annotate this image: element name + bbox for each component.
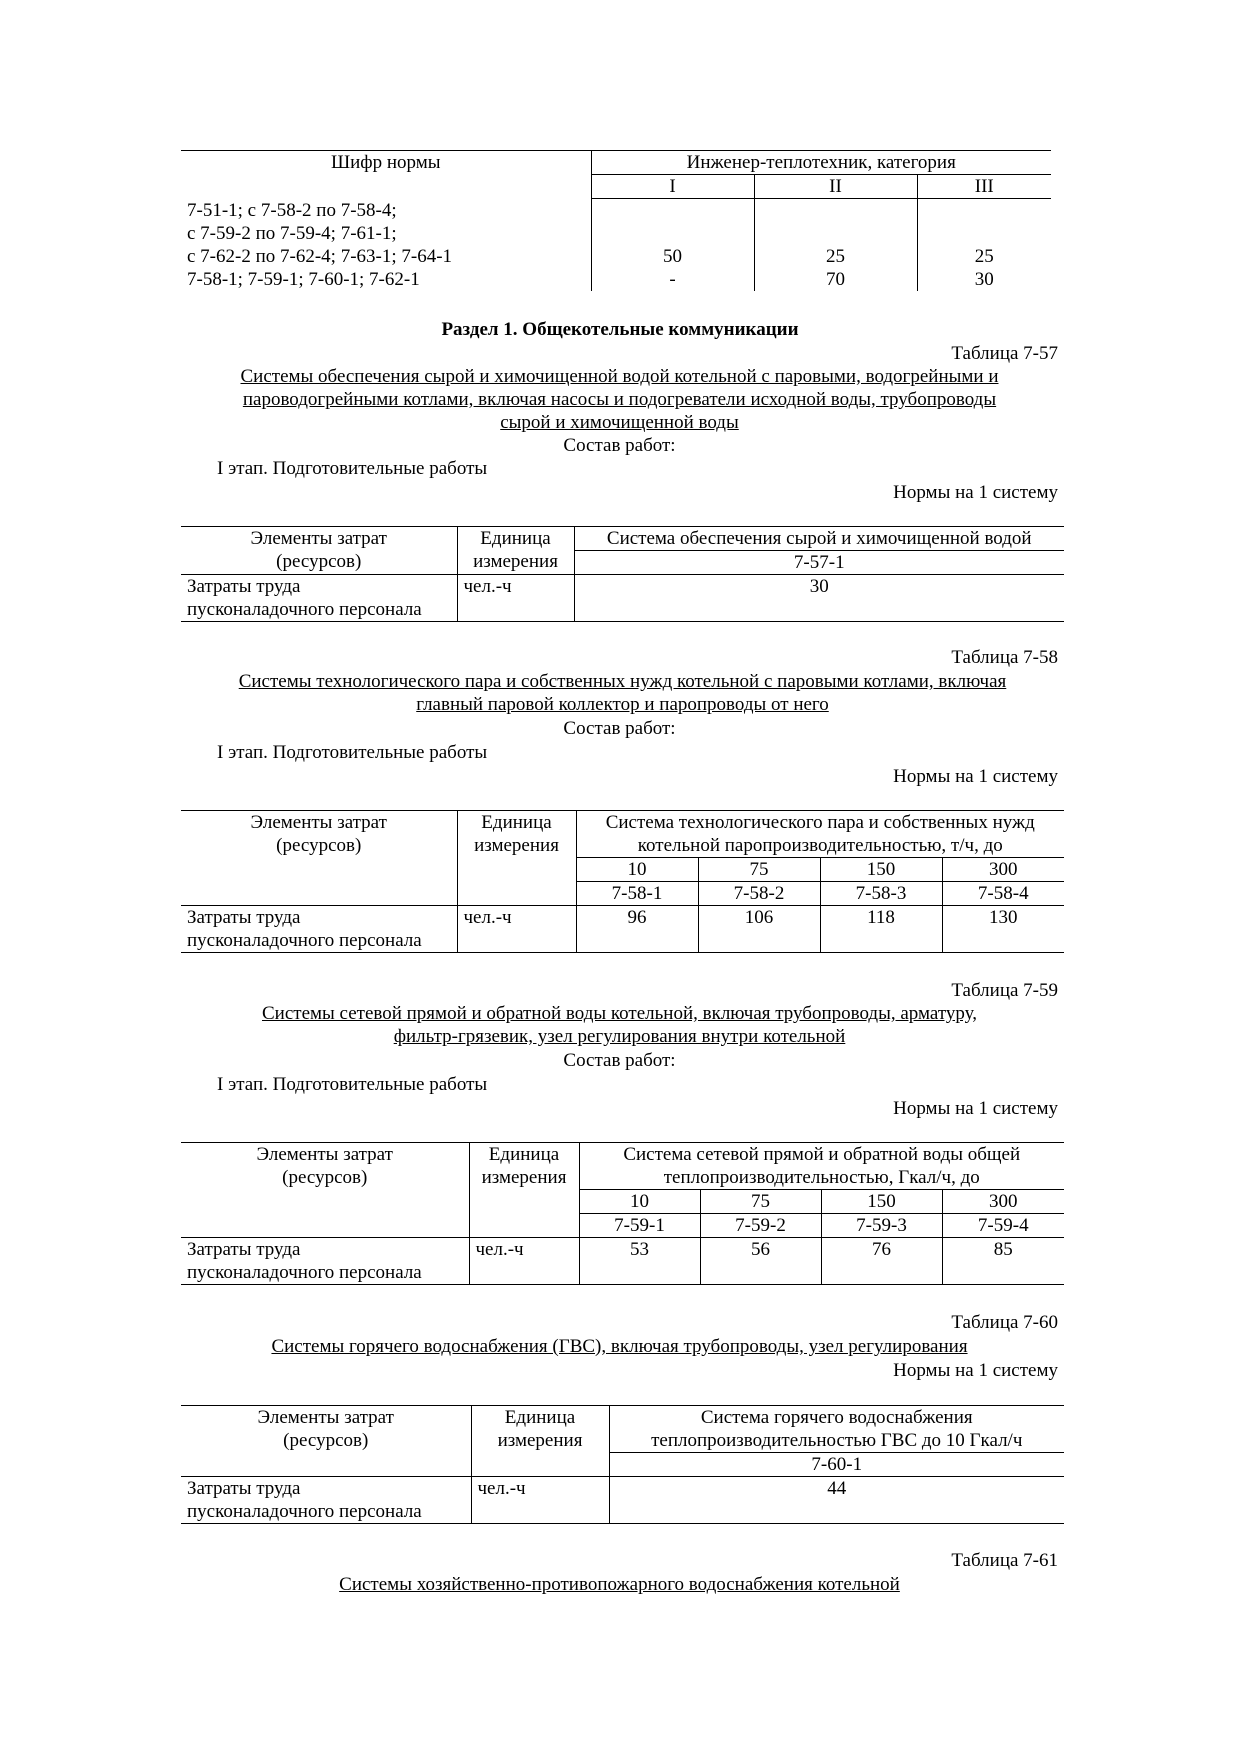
norm-code: 7-59-1: [579, 1214, 700, 1238]
col-unit: Единица измерения: [457, 811, 576, 906]
capacity: 150: [820, 858, 942, 882]
norm-code: 7-58-4: [942, 882, 1064, 906]
row1-val-iii: 25: [974, 245, 994, 267]
row-label: Затраты труда пусконаладочного персонала: [181, 1477, 471, 1524]
table-7-58: [181, 810, 1064, 953]
table-7-57-title-2: пароводогрейными котлами, включая насосы и подогреватели исходной воды, трубопроводы: [242, 389, 997, 410]
col-unit: Единица измерения: [457, 527, 574, 575]
capacity: 300: [942, 858, 1064, 882]
norm-value: 96: [576, 906, 698, 953]
table-7-58-label: Таблица 7-58: [951, 647, 1058, 668]
code-7-60-1: 7-60-1: [609, 1453, 1064, 1477]
col-elements: Элементы затрат (ресурсов): [181, 811, 457, 906]
table-7-58-composition: Состав работ:: [563, 718, 676, 739]
table-7-59-composition: Состав работ:: [563, 1050, 676, 1071]
col-system: Система обеспечения сырой и химочищенной водой: [574, 527, 1064, 551]
row1-val-i: 50: [591, 199, 754, 268]
capacity: 10: [576, 858, 698, 882]
category-header: Инженер-теплотехник, категория: [591, 151, 1051, 175]
top-norms-table: [181, 150, 1051, 291]
col-system: Система технологического пара и собственных нужд котельной паропроизводительностью, т/ч, до: [576, 811, 1064, 858]
value-7-60-1: 44: [609, 1477, 1064, 1524]
table-7-57-title-3: сырой и химочищенной воды: [500, 412, 739, 433]
table-7-59-title-1: Системы сетевой прямой и обратной воды котельной, включая трубопроводы, арматуру,: [262, 1003, 977, 1024]
capacity: 75: [698, 858, 820, 882]
norm-value: 106: [698, 906, 820, 953]
table-7-59-stage: I этап. Подготовительные работы: [217, 1074, 488, 1095]
row-label: Затраты труда пусконаладочного персонала: [181, 575, 457, 622]
table-7-60-label: Таблица 7-60: [951, 1312, 1058, 1333]
row2-val-ii: 70: [754, 268, 917, 291]
category-ii: II: [754, 175, 917, 199]
table-7-58-norms: Нормы на 1 систему: [893, 766, 1058, 787]
value-7-57-1: 30: [574, 575, 1064, 622]
table-7-57-title-1: Системы обеспечения сырой и химочищенной водой котельной с паровыми, водогрейными и: [240, 366, 999, 387]
col-elements: Элементы затрат (ресурсов): [181, 1143, 469, 1238]
unit: чел.-ч: [457, 575, 574, 622]
norm-code: 7-59-2: [700, 1214, 821, 1238]
table-7-58-stage: I этап. Подготовительные работы: [217, 742, 488, 763]
norm-code: 7-58-1: [576, 882, 698, 906]
table-7-59: [181, 1142, 1064, 1285]
unit: чел.-ч: [471, 1477, 609, 1524]
norm-value: 76: [821, 1238, 942, 1285]
col-elements: Элементы затрат (ресурсов): [181, 527, 457, 575]
table-7-60-norms: Нормы на 1 систему: [893, 1360, 1058, 1381]
table-7-60: [181, 1405, 1064, 1524]
col-elements: Элементы затрат (ресурсов): [181, 1406, 471, 1477]
table-7-61-title: Системы хозяйственно-противопожарного водоснабжения котельной: [339, 1574, 900, 1595]
row2-val-iii: 30: [974, 268, 994, 290]
unit: чел.-ч: [469, 1238, 579, 1285]
table-7-57-composition: Состав работ:: [563, 435, 676, 456]
capacity: 300: [942, 1190, 1064, 1214]
row1-val-ii: 25: [754, 199, 917, 268]
table-7-61-label: Таблица 7-61: [951, 1550, 1058, 1571]
table-7-59-label: Таблица 7-59: [951, 980, 1058, 1001]
norm-value: 85: [942, 1238, 1064, 1285]
table-7-58-title-2: главный паровой коллектор и паропроводы от него: [416, 694, 829, 715]
code-7-57-1: 7-57-1: [574, 551, 1064, 575]
col-unit: Единица измерения: [471, 1406, 609, 1477]
category-iii: III: [917, 175, 1051, 199]
unit: чел.-ч: [457, 906, 576, 953]
table-7-60-title: Системы горячего водоснабжения (ГВС), включая трубопроводы, узел регулирования: [271, 1336, 968, 1357]
norm-code: 7-58-2: [698, 882, 820, 906]
row2-val-i: -: [591, 268, 754, 291]
col-system: Система сетевой прямой и обратной воды общей теплопроизводительностью, Гкал/ч, до: [579, 1143, 1064, 1190]
norm-code: 7-59-4: [942, 1214, 1064, 1238]
capacity: 10: [579, 1190, 700, 1214]
table-7-57: [181, 526, 1064, 622]
code-header: Шифр нормы: [181, 151, 591, 199]
table-7-57-label: Таблица 7-57: [951, 343, 1058, 364]
row-label: Затраты труда пусконаладочного персонала: [181, 906, 457, 953]
row1-codes: 7-51-1; с 7-58-2 по 7-58-4; с 7-59-2 по 7-59-4; 7-61-1; с 7-62-2 по 7-62-4; 7-63-1; 7-64-1: [181, 199, 591, 268]
row-label: Затраты труда пусконаладочного персонала: [181, 1238, 469, 1285]
norm-value: 130: [942, 906, 1064, 953]
row2-code: 7-58-1; 7-59-1; 7-60-1; 7-62-1: [181, 268, 591, 291]
col-system: Система горячего водоснабжения теплопроизводительностью ГВС до 10 Гкал/ч: [609, 1406, 1064, 1453]
table-7-57-stage: I этап. Подготовительные работы: [217, 458, 488, 479]
table-7-58-title-1: Системы технологического пара и собственных нужд котельной с паровыми котлами, включая: [238, 671, 1007, 692]
norm-value: 118: [820, 906, 942, 953]
capacity: 75: [700, 1190, 821, 1214]
table-7-59-title-2: фильтр-грязевик, узел регулирования внутри котельной: [393, 1026, 846, 1047]
col-unit: Единица измерения: [469, 1143, 579, 1238]
capacity: 150: [821, 1190, 942, 1214]
norm-value: 56: [700, 1238, 821, 1285]
category-i: I: [591, 175, 754, 199]
norm-code: 7-59-3: [821, 1214, 942, 1238]
norm-value: 53: [579, 1238, 700, 1285]
table-7-57-norms: Нормы на 1 систему: [893, 482, 1058, 503]
norm-code: 7-58-3: [820, 882, 942, 906]
section-title: Раздел 1. Общекотельные коммуникации: [441, 319, 799, 340]
table-7-59-norms: Нормы на 1 систему: [893, 1098, 1058, 1119]
